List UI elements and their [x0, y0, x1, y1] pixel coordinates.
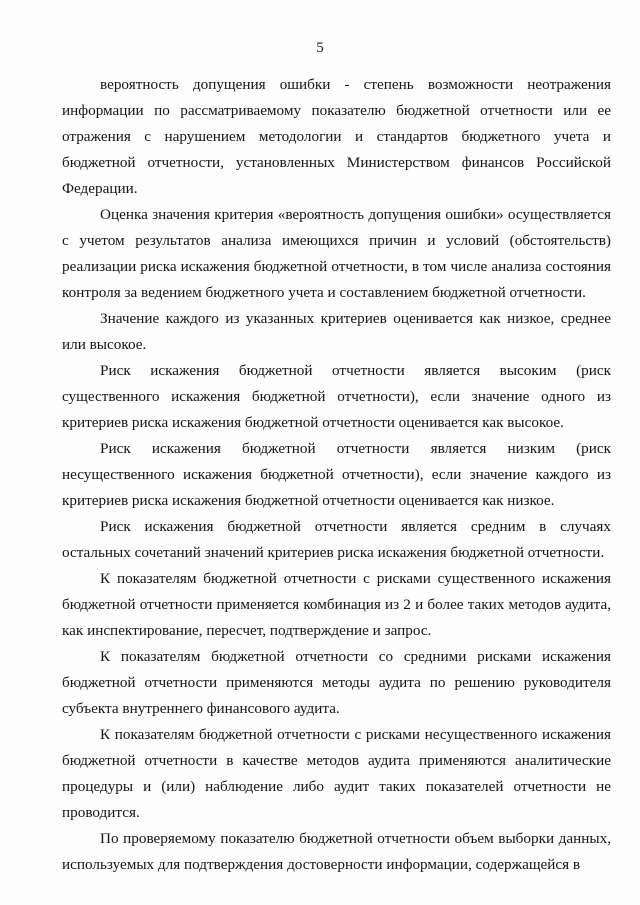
paragraph-low-risk: Риск искажения бюджетной отчетности является низким (риск несущественного искажения бюджетной отчетности), если значение каждого из критериев риска искажения бюджетной отчетности оценивается как низкое. — [62, 440, 611, 509]
page-number: 5 — [316, 40, 324, 56]
paragraph-medium-risk-methods: К показателям бюджетной отчетности со средними рисками искажения бюджетной отчетности применяются методы аудита по решению руководителя субъекта внутреннего финансового аудита. — [62, 648, 611, 717]
paragraph-high-risk-methods: К показателям бюджетной отчетности с рисками существенного искажения бюджетной отчетности применяется комбинация из 2 и более таких методов аудита, как инспектирование, пересчет, подтверждение и запрос. — [62, 570, 611, 639]
paragraph-error-probability-assessment: Оценка значения критерия «вероятность допущения ошибки» осуществляется с учетом результатов анализа имеющихся причин и условий (обстоятельств) реализации риска искажения бюджетной отчетности, в том числе анализа состояния контроля за ведением бюджетного учета и составлением бюджетной отчетности. — [62, 206, 611, 301]
paragraph-sample-size: По проверяемому показателю бюджетной отчетности объем выборки данных, используемых для подтверждения достоверности информации, содержащейся в — [62, 830, 611, 873]
paragraph-low-risk-methods: К показателям бюджетной отчетности с рисками несущественного искажения бюджетной отчетности в качестве методов аудита применяются аналитические процедуры и (или) наблюдение либо аудит таких показателей отчетности не проводится. — [62, 726, 611, 821]
paragraph-medium-risk: Риск искажения бюджетной отчетности является средним в случаях остальных сочетаний значений критериев риска искажения бюджетной отчетности. — [62, 518, 611, 561]
paragraph-error-probability-definition: вероятность допущения ошибки - степень возможности неотражения информации по рассматриваемому показателю бюджетной отчетности или ее отражения с нарушением методологии и стандартов бюджетного учета и бюджетной отчетности, установленных Министерством финансов Российской Федерации. — [62, 76, 611, 197]
document-body — [62, 72, 611, 878]
paragraph-high-risk: Риск искажения бюджетной отчетности является высоким (риск существенного искажения бюджетной отчетности), если значение одного из критериев риска искажения бюджетной отчетности оценивается как высокое. — [62, 362, 611, 431]
paragraph-criteria-values: Значение каждого из указанных критериев оценивается как низкое, среднее или высокое. — [62, 310, 611, 353]
